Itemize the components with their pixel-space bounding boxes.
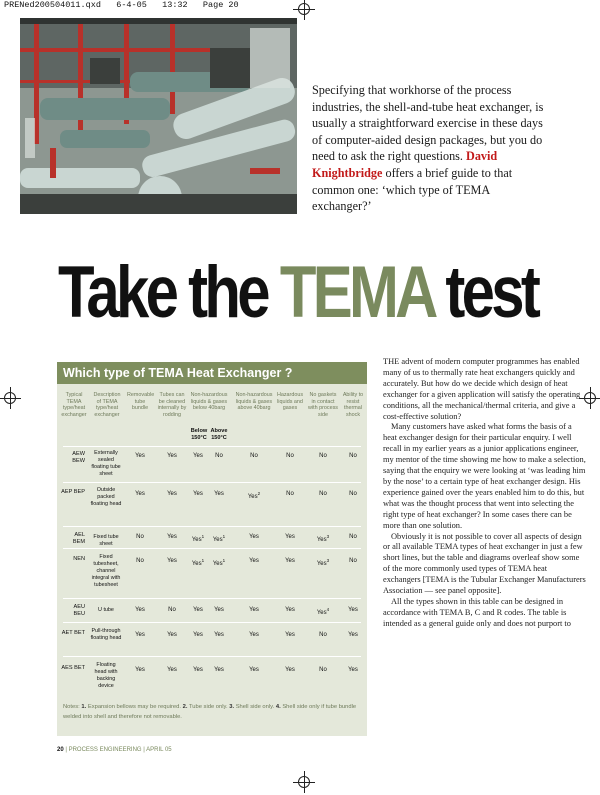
row-divider bbox=[63, 548, 361, 549]
table-cell: Yes bbox=[167, 558, 177, 564]
heat-exchanger-photo bbox=[20, 18, 297, 214]
row-description: Pull-through floating head bbox=[90, 628, 122, 641]
col-header-removable: Removable tube bundle bbox=[127, 392, 155, 412]
table-cell: Yes bbox=[249, 558, 259, 564]
tema-table-panel bbox=[57, 362, 367, 736]
headline bbox=[58, 248, 538, 338]
table-cell: No bbox=[319, 667, 327, 673]
table-cell: Yes bbox=[135, 607, 145, 613]
intro-standfirst bbox=[312, 82, 544, 215]
row-description: Externally sealed floating tube sheet bbox=[91, 450, 121, 477]
note-text: Expansion bellows may be required. bbox=[86, 704, 183, 710]
body-paragraph: All the types shown in this table can be designed in accordance with TEMA B, C and R codes. The table is intended as a general guide only and does not purport to bbox=[383, 596, 571, 628]
table-cell: No bbox=[319, 632, 327, 638]
table-cell: Yes bbox=[249, 534, 259, 540]
table-cell: Yes bbox=[167, 534, 177, 540]
table-cell: Yes bbox=[135, 667, 145, 673]
table-cell: Yes bbox=[167, 453, 177, 459]
row-divider bbox=[63, 526, 361, 527]
col-header-nonhaz-below: Non-hazardous liquids & gases below 40barg bbox=[190, 392, 228, 412]
table-cell: Yes$^1$ bbox=[191, 534, 205, 543]
row-divider bbox=[63, 656, 361, 657]
page-folio bbox=[57, 747, 172, 753]
table-cell: Yes bbox=[285, 534, 295, 540]
table-cell: Yes bbox=[249, 607, 259, 613]
row-divider bbox=[63, 598, 361, 599]
table-cell: No bbox=[136, 534, 144, 540]
col-header-nonhaz-above: Non-hazardous liquids & gases above 40barg bbox=[235, 392, 273, 412]
row-type: NEN bbox=[73, 556, 85, 562]
body-paragraph: THE advent of modern computer programmes has enabled many of us to thermally rate heat exchangers quickly and accurately. But how do we decide which design of heat exchanger for a given application will satisfy the operating conditions, all the mechanical/thermal criteria, and give a cost-effective solution? bbox=[383, 357, 581, 421]
body-paragraph: Obviously it is not possible to cover all aspects of design or all available TEMA types of heat exchanger in just a few short lines, but the table and diagrams overleaf show some of the more commonly used types of TEMA heat exchangers [TEMA is the Tubular Exchanger Manufacturers Association — see panel opposite]. bbox=[383, 531, 586, 596]
folio-text: | PROCESS ENGINEERING | APRIL 05 bbox=[63, 747, 172, 753]
table-cell: Yes bbox=[193, 632, 203, 638]
table-cell: Yes bbox=[167, 632, 177, 638]
row-type: AEW BEW bbox=[72, 451, 85, 464]
table-cell: Yes bbox=[214, 632, 224, 638]
col-header-hazardous: Hazardous liquids and gases bbox=[276, 392, 304, 412]
table-cell: Yes bbox=[193, 491, 203, 497]
table-cell: No bbox=[286, 491, 294, 497]
sub-header-above: Above 150°C bbox=[210, 428, 228, 441]
col-header-type: Typical TEMA type/heat exchanger bbox=[61, 392, 87, 418]
headline-tema: TEMA bbox=[279, 252, 433, 333]
print-slug: PRENed200504011.qxd 6-4-05 13:32 Page 20 bbox=[4, 0, 239, 10]
row-type: AEL BEM bbox=[72, 532, 85, 545]
table-cell: Yes bbox=[285, 632, 295, 638]
table-cell: Yes bbox=[348, 667, 358, 673]
table-cell: Yes bbox=[214, 491, 224, 497]
table-cell: No bbox=[319, 491, 327, 497]
table-cell: Yes bbox=[249, 667, 259, 673]
row-divider bbox=[63, 622, 361, 623]
table-cell: Yes bbox=[135, 453, 145, 459]
table-cell: Yes bbox=[193, 453, 203, 459]
intro-text-end: offers a brief guide to that common one: ‘which type of TEMA exchanger?’ bbox=[312, 165, 513, 214]
table-cell: No bbox=[168, 607, 176, 613]
table-cell: Yes bbox=[167, 491, 177, 497]
registration-mark-bottom bbox=[293, 771, 315, 793]
page-number: 20 bbox=[57, 747, 64, 753]
row-type: AEP BEP bbox=[61, 489, 85, 495]
col-header-description: Description of TEMA type/heat exchanger bbox=[93, 392, 121, 418]
note-number: 3. bbox=[229, 704, 235, 710]
table-notes bbox=[63, 702, 363, 722]
body-paragraph: Many customers have asked what forms the basis of a heat exchanger design for their particular enquiry. I well recall in my earlier years as a junior applications engineer, my mentor of the time showing me how to make a selection, saying that the enquiry we were looking at ‘was leading him by the nose’ to a certain type of heat exchanger design. His experience gained over the years enabled him to do this, but what was the thought process that went into selecting the right type of heat exchanger? In some cases there can be more than one solution. bbox=[383, 422, 586, 530]
sub-header-below: Below 150°C bbox=[190, 428, 208, 441]
body-text bbox=[383, 357, 586, 630]
row-type: AEU BEU bbox=[73, 604, 85, 617]
table-cell: Yes bbox=[285, 607, 295, 613]
table-cell: Yes bbox=[193, 667, 203, 673]
row-type: AET BET bbox=[61, 630, 85, 636]
author-name: David Knightbridge bbox=[312, 149, 498, 180]
table-cell: Yes bbox=[167, 667, 177, 673]
row-divider bbox=[63, 482, 361, 483]
table-cell: Yes bbox=[249, 632, 259, 638]
row-description: Outside packed floating head bbox=[90, 487, 122, 507]
table-cell: Yes bbox=[214, 607, 224, 613]
table-cell: Yes$^1$ bbox=[212, 558, 226, 567]
headline-part-3: test bbox=[432, 252, 538, 333]
table-cell: Yes$^1$ bbox=[212, 534, 226, 543]
table-cell: Yes$^4$ bbox=[316, 607, 330, 616]
table-cell: No bbox=[136, 558, 144, 564]
registration-mark-top bbox=[293, 0, 315, 20]
table-cell: No bbox=[286, 453, 294, 459]
col-header-gaskets: No gaskets in contact with process side bbox=[308, 392, 338, 418]
note-text: Shell side only. bbox=[234, 704, 276, 710]
table-cell: No bbox=[349, 453, 357, 459]
table-cell: Yes$^3$ bbox=[316, 558, 330, 567]
table-cell: No bbox=[349, 491, 357, 497]
table-cell: Yes bbox=[214, 667, 224, 673]
table-cell: No bbox=[250, 453, 258, 459]
table-cell: Yes bbox=[135, 491, 145, 497]
table-cell: No bbox=[319, 453, 327, 459]
table-cell: Yes$^1$ bbox=[191, 558, 205, 567]
table-title: Which type of TEMA Heat Exchanger ? bbox=[57, 362, 367, 384]
registration-mark-left bbox=[0, 387, 21, 409]
table-cell: Yes$^3$ bbox=[316, 534, 330, 543]
table-cell: Yes bbox=[285, 667, 295, 673]
row-type: AES BET bbox=[61, 665, 85, 671]
col-header-thermal-shock: Ability to resist thermal shock bbox=[342, 392, 364, 418]
row-description: Fixed tube sheet bbox=[93, 534, 119, 547]
table-cell: Yes bbox=[193, 607, 203, 613]
note-text: Shell side only if tube bundle welded into shell and therefore not removable. bbox=[63, 704, 357, 720]
table-cell: Yes bbox=[135, 632, 145, 638]
row-description: Fixed tubesheet, channel integral with tubesheet bbox=[91, 554, 121, 588]
intro-text: Specifying that workhorse of the process industries, the shell-and-tube heat exchanger, is usually a straightforward exercise in these days of computer-aided design packages, but you do need to ask the right questions. bbox=[312, 83, 544, 164]
table-cell: Yes bbox=[348, 607, 358, 613]
table-cell: Yes bbox=[285, 558, 295, 564]
table-cell: No bbox=[349, 534, 357, 540]
table-cell: No bbox=[349, 558, 357, 564]
table-cell: Yes bbox=[348, 632, 358, 638]
note-text: Tube side only. bbox=[187, 704, 230, 710]
row-description: Floating head with backing device bbox=[94, 662, 118, 689]
row-description: U tube bbox=[98, 607, 114, 613]
notes-label: Notes: bbox=[63, 704, 80, 710]
table-cell: Yes$^2$ bbox=[247, 491, 261, 500]
note-number: 2. bbox=[182, 704, 188, 710]
note-number: 4. bbox=[275, 704, 281, 710]
headline-part-1: Take the bbox=[58, 252, 280, 333]
row-divider bbox=[63, 446, 361, 447]
table-cell: No bbox=[215, 453, 223, 459]
note-number: 1. bbox=[81, 704, 87, 710]
col-header-rodding: Tubes can be cleaned internally by rodding bbox=[157, 392, 187, 418]
